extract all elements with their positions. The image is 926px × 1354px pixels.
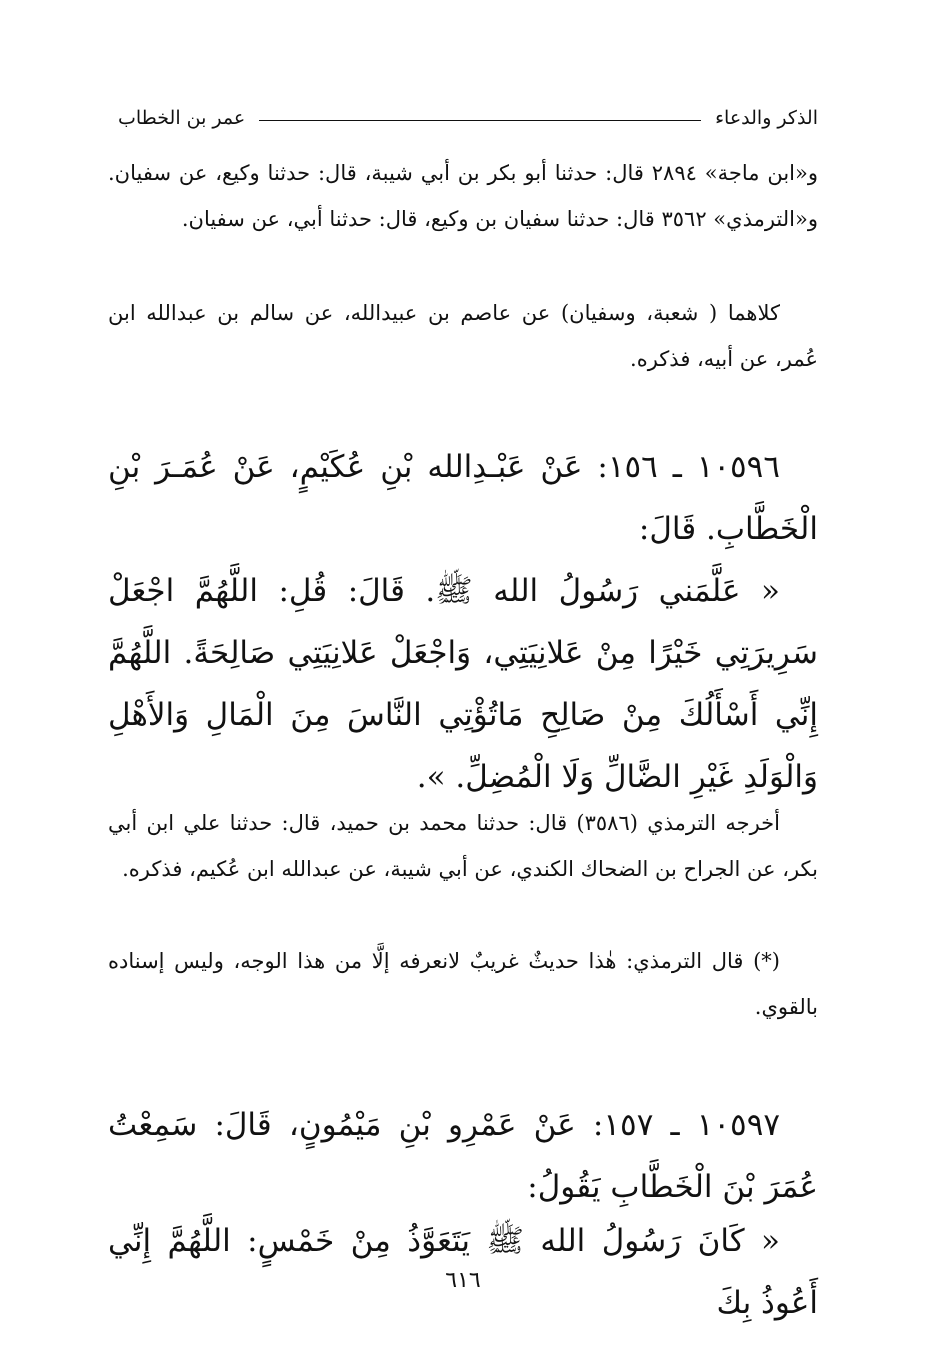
hadith-heading-10597: ١٠٥٩٧ ـ ١٥٧: عَنْ عَمْرِو بْنِ مَيْمُونٍ، قَالَ: سَمِعْتُ عُمَرَ بْنَ الْخَطَّابِ يَقُولُ: (108, 1107, 818, 1205)
hadith-text-10597: « كَانَ رَسُولُ الله ﷺ يَتَعَوَّذُ مِنْ خَمْسٍ: اللَّهُمَّ إِنِّي أَعُوذُ بِكَ (108, 1223, 818, 1321)
book-title: الذكر والدعاء (715, 107, 818, 129)
tirmidhi-note: (*) قال الترمذي: هٰذا حديثٌ غريبٌ لانعرفه إلَّا من هذا الوجه، وليس إسناده بالقوي. (108, 949, 818, 1019)
hadith-text-10596: « عَلَّمَني رَسُولُ الله ﷺ. قَالَ: قُلِ: اللَّهُمَّ اجْعَلْ سَرِيرَتِي خَيْرًا مِنْ عَلانِيَتِي، وَاجْعَلْ عَلانِيَتِي صَالِحَةً. اللَّهُمَّ إِنِّي أَسْأَلُكَ مِنْ صَالِحِ مَاتُؤْتِي النَّاسَ مِنَ الْمَالِ وَالأَهْلِ وَالْوَلَدِ غَيْرِ الضَّالِّ وَلَا الْمُضِلِّ. ». (108, 573, 818, 795)
source-paragraph-1: و«ابن ماجة» ٢٨٩٤ قال: حدثنا أبو بكر بن أبي شيبة، قال: حدثنا وكيع، عن سفيان. و«الترمذي» ٣٥٦٢ قال: حدثنا سفيان بن وكيع، قال: حدثنا أبي، عن سفيان. (108, 161, 818, 231)
header-rule (259, 120, 701, 121)
page-number: ٦١٦ (445, 1268, 481, 1293)
takhrij-paragraph: أخرجه الترمذي (٣٥٨٦) قال: حدثنا محمد بن حميد، قال: حدثنا علي ابن أبي بكر، عن الجراح بن الضحاك الكندي، عن أبي شيبة، عن عبدالله ابن عُكيم، فذكره. (108, 811, 818, 881)
running-header (118, 100, 818, 136)
section-title: عمر بن الخطاب (118, 107, 246, 129)
source-paragraph-2: كلاهما ( شعبة، وسفيان) عن عاصم بن عبيدالله، عن سالم بن عبدالله ابن عُمر، عن أبيه، فذكره. (108, 301, 818, 371)
hadith-heading-10596: ١٠٥٩٦ ـ ١٥٦: عَنْ عَبْـدِالله بْنِ عُكَيْمٍ، عَنْ عُمَـرَ بْنِ الْخَطَّابِ. قَالَ: (108, 449, 818, 547)
